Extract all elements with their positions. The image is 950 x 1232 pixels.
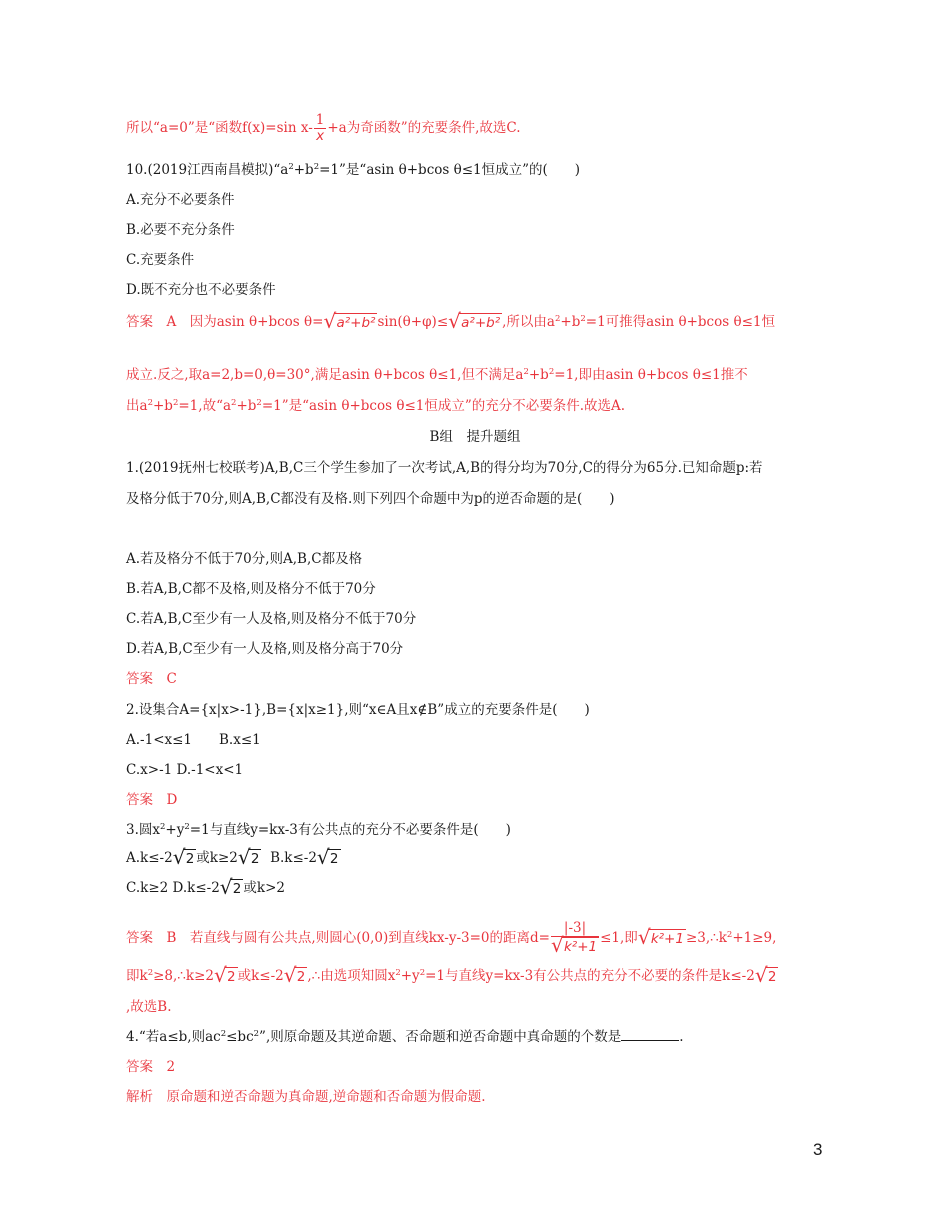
b-question-1-line-2: 及格分低于70分,则A,B,C都没有及格.则下列四个命题中为p的逆否命题的是( ) [126,491,615,507]
sup: 2 [184,822,190,832]
b-question-4: 4.“若a≤b,则$ac^2\le bc^2$”,则原命题及其逆命题、否命题和逆否命题中真命题的个数是 . [126,1029,684,1045]
text: ,所以由a [502,314,555,330]
text: =1,即由asin θ+bcos θ≤1推不 [554,367,748,383]
text: +1≥9, [732,930,777,946]
sqrt-2: √ 2 [172,844,195,869]
b1-option-c: C.若A,B,C至少有一人及格,则及格分不低于70分 [126,611,417,627]
text: ≤1,即 [600,930,638,946]
sup: 2 [147,398,153,408]
text: 成立.反之,取a=2,b=0,θ=30°,满足asin θ+bcos θ≤1,但不满足a [126,367,524,383]
text: =1可推得asin θ+bcos θ≤1恒 [585,314,775,330]
text: +a为奇函数”的充要条件,故选C. [327,120,521,136]
sup: 2 [253,1029,260,1039]
text: =1”是“asin θ+bcos θ≤1恒成立”的充分不必要条件.故选A. [261,398,626,414]
sqrt-a2-b2: √ a²+b² [448,308,501,333]
b1-answer: 答案 C [126,671,177,687]
answer-10-line-3 [126,396,826,416]
b3-answer-line-1 [126,921,826,956]
text: 出a [126,398,148,414]
text: 答案 A 因为asin θ+bcos θ= [126,314,324,330]
b-question-2: 2.设集合A={x|x>-1},B={x|x≥1},则“x∈A且x∉B”成立的充要条件是( ) [126,702,590,718]
text: +b [152,398,173,414]
text: C.k≥2 D.k≤-2 [126,880,220,896]
b2-options-cd: C.x>-1 D.-1<x<1 [126,762,244,778]
b4-explanation: 解析 原命题和逆否命题为真命题,逆命题和否命题为假命题. [126,1089,486,1105]
sup: 2 [231,398,237,408]
q10-option-d: D.既不充分也不必要条件 [126,282,276,298]
text: +y [165,822,185,838]
text: 4.“若a≤b,则ac [126,1029,221,1045]
text: 3.圆x [126,822,160,838]
text: sin(θ+φ)≤ [377,314,449,330]
sqrt-2: √ 2 [283,962,306,987]
text: +b [236,398,257,414]
text: =1”是“asin θ+bcos θ≤1恒成立”的( ) [319,162,581,178]
sup: 2 [580,314,586,324]
group-b-heading: B组 提升题组 [429,429,521,445]
b1-option-b: B.若A,B,C都不及格,则及格分不低于70分 [126,581,376,597]
sqrt-k2-plus-1: √ k²+1 [637,924,684,949]
fraction-distance: |-3| √ k²+1 [550,920,598,957]
sqrt-2: √ 2 [219,874,242,899]
text: 即k [126,968,148,984]
sqrt-2: √ 2 [316,844,339,869]
answer-10-line-2 [126,365,826,385]
text: +b [293,162,314,178]
b-question-1-line-1: 1.(2019抚州七校联考)A,B,C三个学生参加了一次考试,A,B的得分均为70分,C的得分为65分.已知命题p:若 [126,460,763,476]
sqrt-2: √ 2 [754,962,777,987]
b3-options-ab [126,844,826,869]
text: ≥8,∴k≥2 [153,968,214,984]
sup: 2 [220,1029,227,1039]
page-number: 3 [813,1140,823,1159]
sup: 2 [548,367,555,377]
sup: 2 [172,398,179,408]
sqrt-2: √ 2 [213,962,236,987]
text: 所以“a=0”是“函数f(x)=sin x- [126,120,313,136]
sup: 2 [419,968,426,978]
text: 或k≥2 [196,850,238,866]
b3-answer-line-2 [126,962,826,987]
text: =1与直线y=kx-3有公共点的充分不必要的条件是k≤-2 [425,968,755,984]
text: 答案 B 若直线与圆有公共点,则圆心(0,0)到直线kx-y-3=0的距离d= [126,930,550,946]
b-question-3 [126,820,826,840]
b3-answer-line-3: ,故选B. [126,999,172,1015]
q10-option-a: A.充分不必要条件 [126,192,235,208]
question-10 [126,160,826,180]
b3-options-cd [126,874,826,899]
text: ”,则原命题及其逆命题、否命题和逆否命题中真命题的个数是 [259,1029,622,1045]
sqrt-k2-plus-1: √ k²+1 [550,933,598,957]
sup: 2 [395,968,401,978]
text: =1与直线y=kx-3有公共点的充分不必要条件是( ) [189,822,511,838]
q10-option-b: B.必要不充分条件 [126,222,235,238]
q10-option-c: C.充要条件 [126,252,195,268]
b1-option-d: D.若A,B,C至少有一人及格,则及格分高于70分 [126,641,404,657]
fraction-1-over-x: $\frac{1}{x}$ [315,112,325,144]
text: =1,故“a [178,398,232,414]
text: 或k≤-2 [237,968,284,984]
text: ≤bc [226,1029,254,1045]
text: ,∴由选项知圆x [307,968,396,984]
sup: 2 [523,367,529,377]
sqrt-a2-b2: √ a²+b² [323,308,376,333]
text: 10.(2019江西南昌模拟)“a [126,162,289,178]
sup: 2 [288,162,294,172]
sqrt-2: √ 2 [237,844,260,869]
sup: 2 [554,314,561,324]
b4-answer: 答案 2 [126,1059,176,1075]
sup: 2 [147,968,154,978]
sup: 2 [160,822,166,832]
text: B.k≤-2 [270,850,317,866]
sup: 2 [726,930,733,940]
b2-answer: 答案 D [126,792,178,808]
sup: 2 [313,162,320,172]
answer-blank [621,1028,679,1041]
text: +b [528,367,549,383]
text: +y [400,968,420,984]
sup: 2 [256,398,262,408]
answer-9-conclusion [126,113,826,144]
b2-options-ab: A.-1<x≤1 B.x≤1 [126,732,261,748]
text: A.k≤-2 [126,850,173,866]
text: ≥3,∴k [685,930,727,946]
text: 或k>2 [243,880,285,896]
b1-option-a: A.若及格分不低于70分,则A,B,C都及格 [126,551,363,567]
answer-10-line-1 [126,308,826,333]
text: +b [560,314,581,330]
